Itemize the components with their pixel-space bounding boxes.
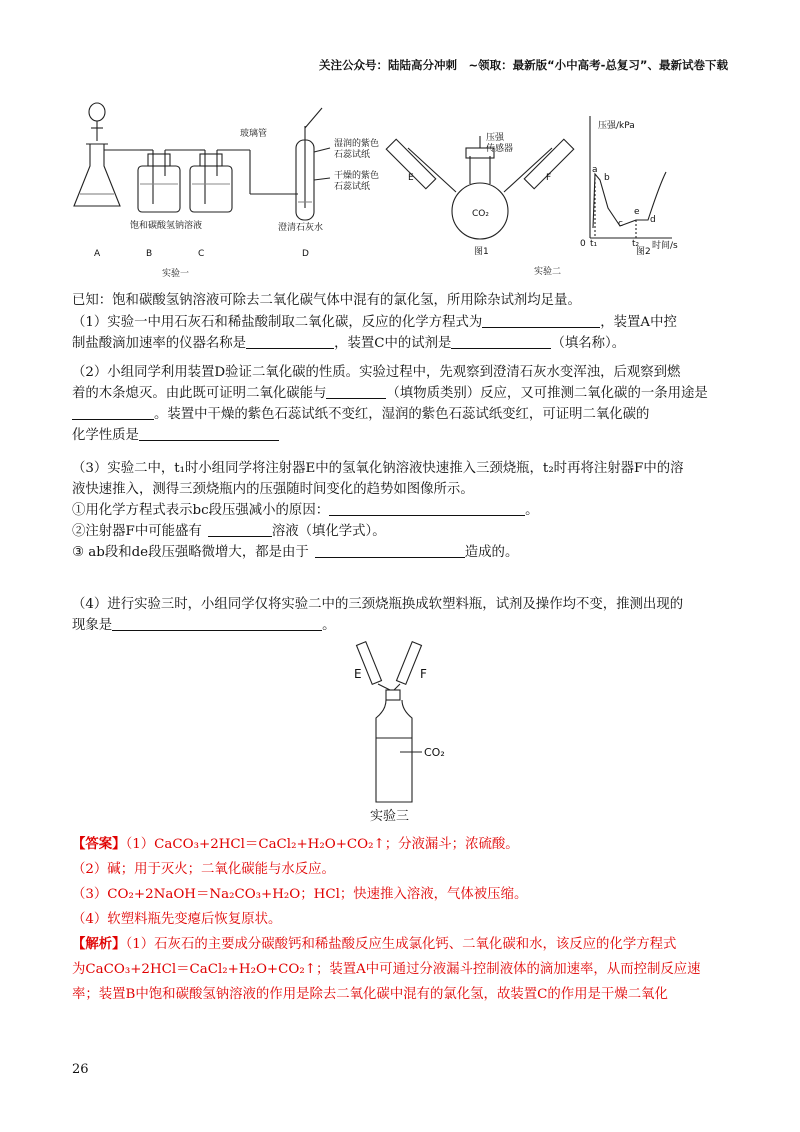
q3-text-c1: ①用化学方程式表示bc段压强减小的原因： xyxy=(72,503,330,518)
q2-blank-property[interactable] xyxy=(139,426,279,441)
label-fig1: 图1 xyxy=(474,247,489,257)
q1-text-c: 制盐酸滴加速率的仪器名称是 xyxy=(72,336,247,351)
answer-line-1 xyxy=(72,834,732,855)
q2-text-b: 着的木条熄灭。由此既可证明二氧化碳能与 xyxy=(72,386,327,401)
point-e: e xyxy=(634,207,640,217)
label-sensor-1: 压强 xyxy=(486,133,505,143)
q1-text-b: ，装置A中控 xyxy=(600,315,677,330)
q3-blank-equation[interactable] xyxy=(329,501,525,516)
answer-3: （3）CO₂+2NaOH＝Na₂CO₃+H₂O；HCl；快速推入溶液，气体被压缩。 xyxy=(72,887,528,902)
question-1 xyxy=(72,312,732,354)
q2-blank-category[interactable] xyxy=(326,384,386,399)
experiment-3-diagram xyxy=(340,640,460,830)
exp3-label-co2: CO₂ xyxy=(424,746,445,759)
exp3-label-e: E xyxy=(354,667,362,681)
q2-text-d: 。装置中干燥的紫色石蕊试纸不变红，湿润的紫色石蕊试纸变红，可证明二氧化碳的 xyxy=(154,407,650,422)
q3-blank-reason[interactable] xyxy=(315,543,465,558)
experiment-3-figure xyxy=(340,640,460,830)
question-3 xyxy=(72,458,732,563)
graph-t1: t₁ xyxy=(590,239,598,249)
q4-text-a: （4）进行实验三时，小组同学仅将实验二中的三颈烧瓶换成软塑料瓶，试剂及操作均不变，推测出现的 xyxy=(72,597,684,612)
q1-blank-reagent[interactable] xyxy=(451,334,551,349)
page-header: 关注公众号：陆陆高分冲刺 ~领取：最新版“小中高考-总复习”、最新试卷下载 xyxy=(318,58,728,72)
label-c: C xyxy=(198,249,205,259)
q3-text-d2: 溶液（填化学式）。 xyxy=(271,524,386,539)
q2-blank-use[interactable] xyxy=(72,405,154,420)
experiment-diagram xyxy=(60,96,740,286)
label-wet-paper-1: 湿润的紫色 xyxy=(334,139,380,149)
q1-text-a: （1）实验一中用石灰石和稀盐酸制取二氧化碳，反应的化学方程式为 xyxy=(72,315,483,330)
analysis-3: 率；装置B中饱和碳酸氢钠溶液的作用是除去二氧化碳中混有的氯化氢，故装置C的作用是干燥二氧化 xyxy=(72,987,668,1002)
label-b: B xyxy=(146,249,153,259)
graph-ylabel: 压强/kPa xyxy=(598,121,635,131)
label-glass-tube: 玻璃管 xyxy=(240,129,268,139)
point-d: d xyxy=(650,215,656,225)
point-a: a xyxy=(592,165,598,175)
label-a: A xyxy=(94,249,101,259)
q3-text-a: （3）实验二中，t₁时小组同学将注射器E中的氢氧化钠溶液快速推入三颈烧瓶，t₂时再将注射器F中的溶 xyxy=(72,461,684,476)
q1-blank-instrument[interactable] xyxy=(246,334,334,349)
label-sensor-2: 传感器 xyxy=(486,144,514,154)
analysis-2: 为CaCO₃+2HCl＝CaCl₂+H₂O+CO₂↑；装置A中可通过分液漏斗控制液体的滴加速率，从而控制反应速 xyxy=(72,962,701,977)
label-wet-paper-2: 石蕊试纸 xyxy=(334,150,371,160)
q2-text-a: （2）小组同学利用装置D验证二氧化碳的性质。实验过程中，先观察到澄清石灰水变浑浊，后观察到燃 xyxy=(72,365,681,380)
label-fig2: 图2 xyxy=(636,247,651,257)
answer-1: （1）CaCO₃+2HCl＝CaCl₂+H₂O+CO₂↑；分液漏斗；浓硫酸。 xyxy=(125,837,519,852)
graph-t2: t₂ xyxy=(632,239,640,249)
q3-text-e1: ③ ab段和de段压强略微增大，都是由于 xyxy=(72,545,309,560)
label-dry-paper-1: 干燥的紫色 xyxy=(334,171,380,181)
q4-blank-phenomenon[interactable] xyxy=(112,616,322,631)
exp3-label-f: F xyxy=(420,667,427,681)
label-co2-flask: CO₂ xyxy=(472,209,489,219)
q4-text-b: 现象是 xyxy=(72,618,113,633)
label-limewater: 澄清石灰水 xyxy=(278,223,324,233)
question-4 xyxy=(72,594,732,636)
q1-text-e: （填名称）。 xyxy=(551,336,626,351)
label-syringe-e: E xyxy=(408,173,414,183)
q3-text-d1: ②注射器F中可能盛有 xyxy=(72,524,202,539)
graph-origin: 0 xyxy=(580,239,586,249)
answer-2: （2）碱；用于灭火；二氧化碳能与水反应。 xyxy=(72,862,335,877)
q1-blank-equation[interactable] xyxy=(482,313,600,328)
q3-text-c2: 。 xyxy=(525,503,539,518)
analysis-line-1 xyxy=(72,934,732,955)
caption-exp2: 实验二 xyxy=(534,267,562,277)
q4-text-c: 。 xyxy=(322,618,336,633)
analysis-tag: 【解析】 xyxy=(72,936,126,952)
experiment-figures xyxy=(60,96,740,286)
q2-text-c: （填物质类别）反应，又可推测二氧化碳的一条用途是 xyxy=(386,386,708,401)
answer-4: （4）软塑料瓶先变瘪后恢复原状。 xyxy=(72,912,282,927)
q2-text-e: 化学性质是 xyxy=(72,428,139,443)
graph-xlabel: 时间/s xyxy=(652,241,678,251)
caption-exp1: 实验一 xyxy=(162,269,190,279)
analysis-1: （1）石灰石的主要成分碳酸钙和稀盐酸反应生成氯化钙、二氧化碳和水，该反应的化学方程式 xyxy=(125,937,677,952)
page-number: 26 xyxy=(72,1062,89,1077)
question-2 xyxy=(72,362,732,446)
q3-text-b: 液快速推入，测得三颈烧瓶内的压强随时间变化的趋势如图像所示。 xyxy=(72,482,474,497)
answer-tag: 【答案】 xyxy=(72,836,126,852)
point-b: b xyxy=(604,173,610,183)
label-d: D xyxy=(302,249,309,259)
label-dry-paper-2: 石蕊试纸 xyxy=(334,182,371,192)
label-syringe-f: F xyxy=(546,173,552,183)
q3-blank-formula[interactable] xyxy=(208,522,272,537)
caption-exp3: 实验三 xyxy=(370,809,410,824)
q1-text-d: ，装置C中的试剂是 xyxy=(334,336,452,351)
point-c: c xyxy=(618,219,623,229)
q3-text-e2: 造成的。 xyxy=(464,545,519,560)
known-info: 已知：饱和碳酸氢钠溶液可除去二氧化碳气体中混有的氯化氢，所用除杂试剂均足量。 xyxy=(72,293,581,308)
label-solution: 饱和碳酸氢钠溶液 xyxy=(130,221,203,231)
